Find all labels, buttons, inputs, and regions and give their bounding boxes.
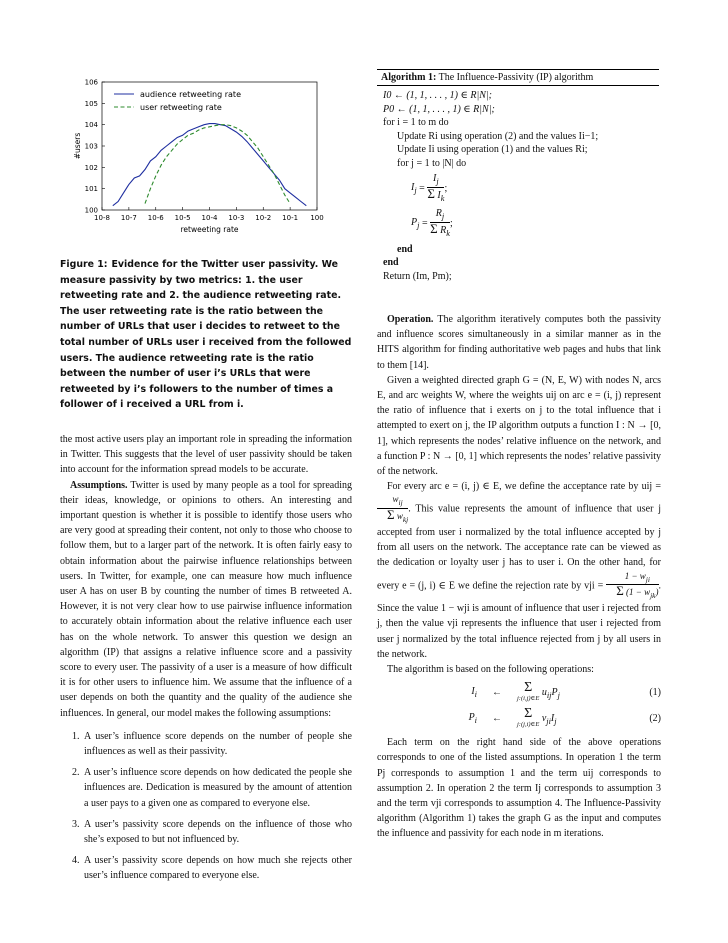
y-tick-label: 106 [84, 78, 98, 87]
equation-2: $P_i$ ← Σ j:(j,i)∈E $v_{ji}I_j$ (2) [468, 706, 661, 729]
algorithm-line: end [383, 257, 399, 269]
algorithm-line: P0 ← (1, 1, . . . , 1) ∈ R|N|; [383, 103, 495, 115]
caption-label: Figure 1: [60, 259, 108, 270]
paragraph-operation: Operation. The algorithm iteratively computes both the passivity and influence scores simultaneously in a similar manner as in the HITS algorithm for finding authoritative web pages and hubs that link to them [14]. [377, 314, 662, 371]
algorithm-line: I0 ← (1, 1, . . . , 1) ∈ R|N|; [383, 90, 492, 101]
y-tick-label: 103 [84, 142, 98, 151]
list-item: 2. A user’s influence score depends on how dedicated the people she influences are. Dedication is measured by the amount of attention a user pays to a given one as compared to everyone else. [72, 767, 352, 809]
x-tick-label: 10-4 [201, 214, 218, 222]
x-tick-label: 10-2 [255, 214, 272, 222]
paragraph-rates: For every arc e = (i, j) ∈ E, we define the acceptance rate by uij = $\frac{w_{ij}}{\Sigma w_{kj}}$ . This value represents the amount of influence that user j accepted from user i normalized by the total influence accepted by j from all users on the network. The acceptance rate can be viewed as the dedication or loyalty user j has to user i. On the other hand, for every e = (j, i) ∈ E we define the rejection rate by vji = $\frac{1 - w_{ji}}{\Sigma (1 - w_{jk})}$ . Since the value 1 − wji is amount of influence that user i rejected from j, then the value vji represents the influence that user i rejected from user j normalized by the total influence rejected from j by all users in the network. [377, 481, 662, 660]
assumptions-heading: Assumptions. [70, 479, 128, 491]
y-tick-label: 105 [84, 99, 98, 108]
paragraph-graph-definition: Given a weighted directed graph G = (N, E, W) with nodes N, arcs E, and arc weights W, where the weights uij on arc e = (i, j) represent the ratio of influence that i exerts on j to the total influence that i attempted to exert on j, the IP algorithm outputs a function I : N → [0, 1], which represents the nodes’ relative influence on the network, and a function P : N → [0, 1] which represents the nodes’ relative passivity of the network. [377, 374, 661, 478]
legend-label: audience retweeting rate [140, 90, 241, 99]
paragraph-correspondence: Each term on the right hand side of the above operations corresponds to one of the listed assumptions. In operation 1 the term Pj corresponds to assumption 1 and the term uij corresponds to assumption 2. In operation 2 the term Ij corresponds to assumption 3 and the term vji corresponds to assumption 4. The Influence-Passivity algorithm (Algorithm 1) takes the graph G as the input and computes the influence and passivity for each node in m iterations. [377, 737, 661, 840]
paragraph-active-users: the most active users play an important role in spreading the information in Twitter. This suggests that the level of user passivity should be taken into account for the information spread models to be accurate. [60, 434, 352, 476]
right-body [377, 312, 661, 842]
x-tick-label: 10-8 [94, 214, 110, 222]
list-item: 4. A user’s passivity score depends on how much she rejects other user’s influence compared to everyone else. [72, 855, 352, 882]
retweeting-rate-chart [72, 72, 352, 242]
passivity-formula: $P_j$ = $\frac{R_j}{\Sigma R_k}$ ; [411, 207, 453, 238]
y-tick-label: 104 [84, 121, 98, 130]
assumption-list [60, 729, 352, 884]
plot-frame [102, 82, 317, 210]
rejection-rate-fraction: $\frac{1 - w_{ji}}{\Sigma (1 - w_{jk})}$ [606, 571, 658, 602]
y-axis-label: #users [73, 132, 82, 160]
algorithm-line: Update Ri using operation (2) and the values Ii−1; [397, 130, 599, 142]
y-tick-label: 100 [84, 206, 98, 215]
x-tick-label: 10-1 [282, 214, 299, 222]
x-tick-label: 10-3 [228, 214, 245, 222]
x-tick-label: 10-5 [174, 214, 191, 222]
series-line-2 [145, 125, 290, 204]
algorithm-line: Update Ii using operation (1) and the values Ri; [397, 144, 588, 156]
left-body [60, 432, 352, 890]
influence-formula: $I_j$ = $\frac{I_j}{\Sigma I_k}$ ; [411, 172, 448, 203]
x-tick-label: 10-7 [120, 214, 137, 222]
acceptance-rate-fraction: $\frac{w_{ij}}{\Sigma w_{kj}}$ [377, 494, 408, 525]
y-tick-label: 102 [84, 163, 98, 172]
caption-text: Evidence for the Twitter user passivity. We measure passivity by two metrics: 1. the user retweeting rate and 2. the audience retweeting rate. The user retweeting rate is the ratio between the number of URLs that user i decides to retweet to the total number of URLs user i received from the followed users. The audience retweeting rate is the ratio between the number of user i’s URLs that were retweeted by i’s followers to the number of times a follower of i received a URL from i. [60, 259, 352, 411]
equation-1: $I_i$ ← Σ j:(i,j)∈E $u_{ij}P_j$ (1) [471, 680, 661, 703]
algorithm-line: for i = 1 to m do [383, 117, 449, 129]
x-tick-label: 10-6 [147, 214, 164, 222]
figure-caption [60, 257, 352, 413]
list-item: 1. A user’s influence score depends on the number of people she influences as well as their passivity. [72, 730, 352, 758]
list-item: 3. A user’s passivity score depends on the influence of those who she’s exposed to but not influenced by. [72, 818, 352, 846]
algorithm-line: for j = 1 to |N| do [397, 157, 467, 169]
paragraph-assumptions [60, 478, 352, 721]
algorithm-line: Return (Im, Pm); [383, 270, 452, 282]
x-tick-label: 100 [310, 214, 324, 222]
series-line-1 [113, 124, 306, 206]
x-axis-label: retweeting rate [180, 225, 239, 234]
algorithm-line: end [397, 243, 413, 255]
legend-label: user retweeting rate [140, 103, 222, 112]
paragraph-operations-intro: The algorithm is based on the following operations: [387, 664, 594, 676]
operation-heading: Operation. [387, 314, 434, 325]
algorithm-header: Algorithm 1: The Influence-Passivity (IP) algorithm [377, 70, 659, 86]
assumptions-text: Twitter is used by many people as a tool for spreading their ideas, knowledge, or opinions to others. An interesting and important question is whether it is possible to identify those users who are very good at spreading their content, not only to those who choose to follow them, but to a larger part of the network. It is often fairly easy to obtain information about the pairwise influence relationships between users. In Twitter, for example, one can measure how much influence user A has on user B by counting the number of times B retweeted A. However, it is not very clear how to use pairwise influence information to accurately obtain information about the relative influence each user has on the whole network. To answer this question we design an algorithm (IP) that assigns a relative influence score and a passivity score to every user. The passivity of a user is a measure of how difficult it is for other users to influence him. We assume that the influence of a user depends on both the quantity and the quality of the audience she influences. In general, our model makes the following assumptions: [60, 479, 352, 719]
algorithm-box [377, 69, 659, 287]
y-tick-label: 101 [84, 185, 98, 194]
algorithm-body [377, 86, 659, 287]
